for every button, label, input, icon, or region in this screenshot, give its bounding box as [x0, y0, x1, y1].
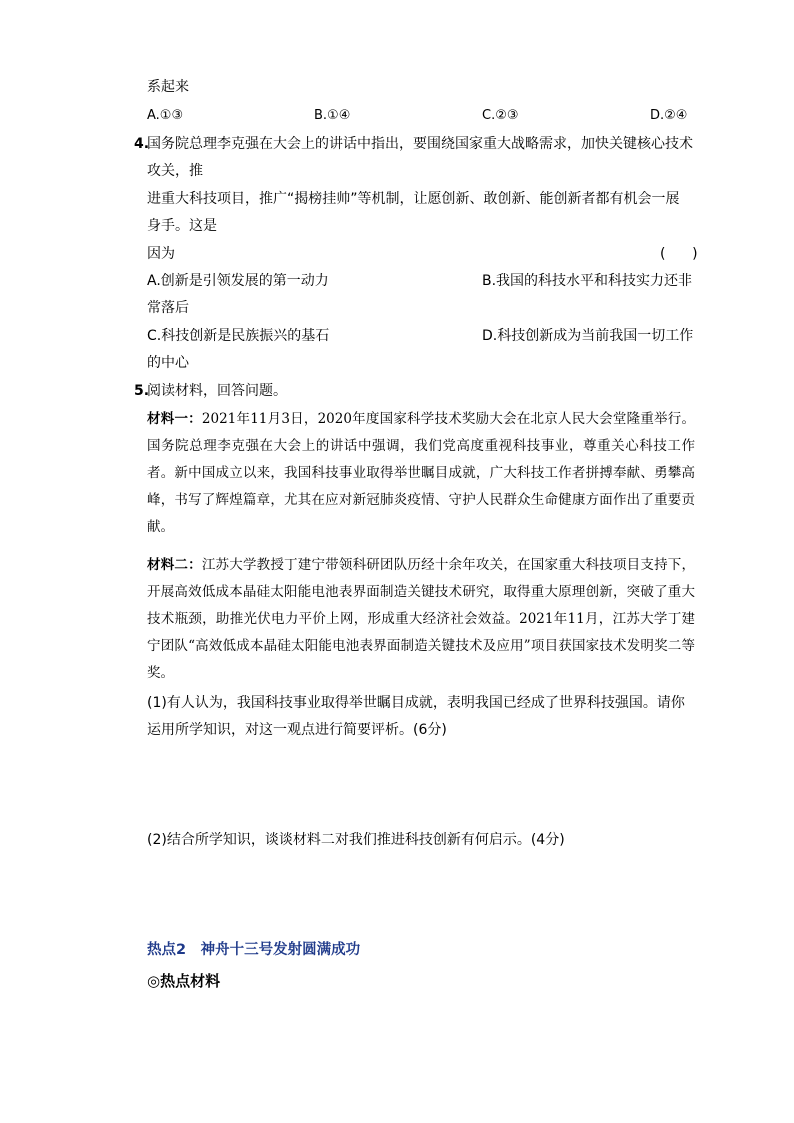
q3-option-c: C.②③	[482, 108, 519, 123]
q4-number: 4.	[134, 136, 150, 152]
q3-option-a: A.①③	[147, 108, 184, 123]
q4-stem-line-3: 进重大科技项目，推广“揭榜挂帅”等机制，让愿创新、敢创新、能创新者都有机会一展	[147, 191, 680, 207]
q3-option-b: B.①④	[314, 108, 351, 123]
q4-stem-line-1: 国务院总理李克强在大会上的讲话中指出，要围绕国家重大战略需求，加快关键核心技术	[147, 136, 693, 152]
q4-option-d: D.科技创新成为当前我国一切工作	[482, 328, 694, 344]
material-2	[147, 552, 695, 687]
q4-stem-line-4: 身手。这是	[147, 218, 217, 234]
q3-continuation: 系起来	[147, 79, 189, 95]
q3-option-d: D.②④	[650, 108, 688, 123]
q4-stem-line-5: 因为	[147, 246, 175, 262]
q4-option-a: A.创新是引领发展的第一动力	[147, 273, 329, 289]
q5-stem: 阅读材料，回答问题。	[147, 383, 287, 399]
q4-option-b-cont: 常落后	[147, 300, 189, 316]
material-1-label: 材料一：	[147, 411, 202, 427]
material-1-text: 2021年11月3日，2020年度国家科学技术奖励大会在北京人民大会堂隆重举行。国务院总理李克强在大会上的讲话中强调，我们党高度重视科技事业，尊重关心科技工作者。新中国成立以来，我国科技事业取得举世瞩目成就，广大科技工作者拼搏奉献、勇攀高峰，书写了辉煌篇章，尤其在应对新冠肺炎疫情、守护人民群众生命健康方面作出了重要贡献。	[147, 411, 695, 535]
material-2-label: 材料二：	[147, 557, 202, 573]
q5-number: 5.	[134, 383, 150, 399]
q4-option-d-cont: 的中心	[147, 355, 189, 371]
material-2-text: 江苏大学教授丁建宁带领科研团队历经十余年攻关，在国家重大科技项目支持下，开展高效低成本晶硅太阳能电池表界面制造关键技术研究，取得重大原理创新，突破了重大技术瓶颈，助推光伏电力平价上网，形成重大经济社会效益。2021年11月，江苏大学丁建宁团队“高效低成本晶硅太阳能电池表界面制造关键技术及应用”项目获国家技术发明奖二等奖。	[147, 557, 696, 681]
q4-stem-line-2: 攻关，推	[147, 163, 203, 179]
q4-option-b: B.我国的科技水平和科技实力还非	[482, 273, 693, 289]
hot-topic-title: 热点2 神舟十三号发射圆满成功	[147, 942, 361, 958]
q5-subquestion-2: (2)结合所学知识，谈谈材料二对我们推进科技创新有何启示。(4分)	[147, 832, 565, 848]
q4-answer-paren: ( )	[660, 246, 698, 262]
hot-topic-section-heading: ◎热点材料	[147, 972, 221, 990]
q4-option-c: C.科技创新是民族振兴的基石	[147, 328, 330, 344]
material-1	[147, 406, 695, 541]
q5-subquestion-1: (1)有人认为，我国科技事业取得举世瞩目成就，表明我国已经成了世界科技强国。请你运用所学知识，对这一观点进行简要评析。(6分)	[147, 695, 685, 738]
